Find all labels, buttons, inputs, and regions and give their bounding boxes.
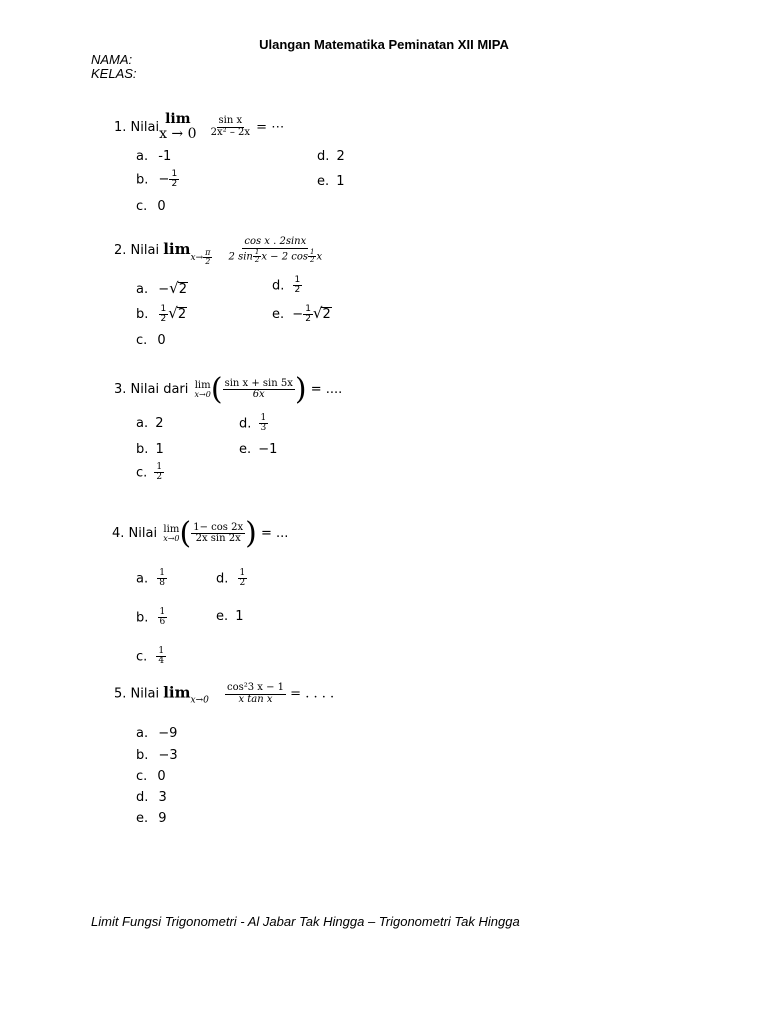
option-value: 0 [157,199,166,214]
sqrt-radicand: 2 [177,307,187,322]
fraction-numerator: 1− cos 2x [193,521,244,533]
lim-word: lim [194,379,211,391]
question-1 [114,112,284,143]
fraction-numerator: 1 [156,462,163,472]
option-c [136,463,164,483]
lim-subscript [190,247,213,267]
fraction-denominator: 2 [160,314,167,324]
lim-word: lim [163,683,191,702]
fraction-numerator: 1 [254,247,260,256]
option-b [136,748,178,763]
option-label: b. [136,748,149,763]
option-fraction [259,414,269,434]
fraction-denominator: 4 [158,656,165,667]
lim-subscript: x→0 [190,695,209,706]
option-value: −3 [158,748,178,763]
option-c [136,199,166,214]
option-value: 1 [155,442,164,457]
option-label: b. [136,172,149,188]
option-fraction [157,569,167,589]
sqrt-icon: √ [168,304,178,322]
fraction-denominator: 2 [171,179,178,190]
option-sign: − [292,307,304,322]
option-d [239,414,268,434]
fraction-denominator: 2 [156,472,163,483]
question-suffix: = ⋯ [256,119,285,135]
option-fraction [303,305,313,325]
question-number: 5. [114,686,127,702]
question-prefix: Nilai [128,526,158,541]
fraction-numerator: 1 [159,568,165,578]
fraction-numerator: sin x [218,115,243,127]
left-paren: ( [210,372,223,407]
option-c [136,647,166,667]
limit-fraction [191,523,245,545]
fraction-numerator: 1 [159,607,166,617]
question-prefix: Nilai [130,119,160,135]
kelas-label: KELAS: [91,66,137,81]
sqrt-radicand: 2 [322,307,331,322]
option-label: e. [136,811,149,826]
page-title: Ulangan Matematika Peminatan XII MIPA [259,37,509,52]
option-label: c. [136,333,148,348]
option-e [272,304,332,324]
lim-word: lim [163,523,180,535]
option-label: d. [317,149,330,164]
option-value: 0 [157,769,166,784]
den-part: x [316,250,323,262]
fraction-numerator: 1 [260,413,267,423]
question-suffix: = ... [260,526,289,541]
option-d [272,276,302,296]
option-label: e. [216,609,229,624]
option-label: e. [272,307,285,322]
den-part: x − 2 cos [261,250,308,262]
option-label: c. [136,465,148,481]
question-3 [114,372,342,407]
option-label: a. [136,416,149,431]
limit-fraction [225,683,286,705]
limit-fraction [209,116,252,138]
question-prefix: Nilai [130,243,160,259]
option-fraction [159,305,169,325]
lim-subscript-fraction [203,249,212,267]
right-paren: ) [294,372,307,407]
question-number: 1. [114,119,127,135]
option-e [136,811,167,826]
option-label: d. [272,278,285,294]
option-label: b. [136,610,149,626]
fraction-numerator: cos x . 2sinx [244,236,307,247]
fraction-denominator: x tan x [238,693,273,705]
fraction-numerator: 1 [160,303,167,314]
fraction-denominator: 2 [309,255,315,264]
question-prefix: Nilai [130,686,160,702]
fraction-denominator: 2 [239,578,246,589]
option-label: d. [216,571,229,587]
option-a [136,569,167,589]
option-label: a. [136,726,149,741]
option-e [239,442,277,457]
sqrt-icon: √ [312,304,323,322]
lim-subscript-var: x→ [190,253,204,264]
option-value: 3 [158,790,167,805]
question-5 [114,683,334,706]
option-value: -1 [158,149,172,164]
fraction-numerator: 1 [305,303,311,314]
option-value: 1 [336,174,345,189]
option-fraction [158,608,168,628]
option-e [317,174,345,189]
option-label: d. [239,416,252,432]
fraction-denominator [227,249,325,265]
option-label: e. [317,174,330,189]
lim-subscript: x→0 [163,533,180,543]
left-paren: ( [179,516,192,551]
fraction-denominator: 2 [254,255,260,264]
option-fraction [169,170,179,190]
option-label: a. [136,282,149,297]
limit-operator [159,112,196,143]
option-label: c. [136,199,148,214]
option-value: −1 [258,442,278,457]
option-b [136,442,164,457]
option-c [136,333,166,348]
question-number: 2. [114,243,127,259]
option-b [136,170,179,190]
option-fraction [156,647,166,667]
option-label: b. [136,442,149,457]
limit-operator [163,524,179,544]
fraction-numerator: 1 [294,275,301,285]
option-a [136,279,188,297]
option-label: a. [136,571,149,587]
option-label: a. [136,149,149,164]
option-b [136,304,187,324]
option-fraction [238,569,248,589]
option-label: e. [239,442,252,457]
fraction-denominator: 2x² – 2x [210,126,251,138]
option-value: 9 [158,811,167,826]
fraction-denominator: 3 [260,423,267,434]
option-value: 1 [235,609,244,624]
sqrt-radicand: 2 [178,282,187,297]
option-b [136,608,167,628]
question-suffix: = . . . . [290,686,335,702]
question-2 [114,237,324,266]
fraction-numerator: cos²3 x − 1 [226,682,285,693]
option-fraction [154,463,164,483]
fraction-denominator: 6 [159,617,166,628]
question-number: 4. [112,526,125,541]
option-sign: − [158,282,170,297]
limit-fraction [223,379,295,401]
question-suffix: = .... [310,382,343,397]
lim-subscript: x→0 [194,389,211,399]
nama-label: NAMA: [91,52,133,67]
lim-word: lim [163,240,191,259]
question-4 [112,516,288,551]
option-value: 0 [157,333,166,348]
fraction-numerator: 1 [158,646,165,656]
question-number: 3. [114,382,127,397]
fraction-denominator: 2 [305,314,311,324]
question-prefix: Nilai dari [130,382,189,397]
fraction-numerator: 1 [239,568,246,578]
limit-fraction [227,237,325,264]
fraction-denominator: 8 [159,578,165,589]
lim-word: lim [165,111,191,127]
option-d [136,790,167,805]
limit-operator [195,380,211,400]
lim-subscript: x → 0 [159,126,197,143]
page-footer: Limit Fungsi Trigonometri - Al Jabar Tak Hingga – Trigonometri Tak Hingga [91,914,520,929]
option-e [216,609,244,624]
fraction-numerator: 1 [171,169,178,179]
option-c [136,769,166,784]
option-value: 2 [336,149,345,164]
fraction-denominator: 2 [205,257,211,267]
fraction-numerator: 1 [309,247,315,256]
fraction-denominator: 2 [294,285,301,296]
option-d [317,149,345,164]
option-label: c. [136,769,148,784]
option-d [216,569,247,589]
option-sign: − [158,172,170,188]
option-a [136,416,164,431]
option-value: −9 [158,726,178,741]
option-label: c. [136,649,148,665]
option-a [136,726,177,741]
fraction-denominator: 6x [252,389,265,400]
option-label: d. [136,790,149,805]
sqrt-icon: √ [169,279,179,297]
option-label: b. [136,307,149,322]
fraction-numerator: π [205,247,211,257]
fraction-numerator: sin x + sin 5x [224,377,293,389]
option-value: 2 [155,416,164,431]
option-fraction [293,276,303,296]
den-part: 2 sin [228,250,253,262]
fraction-denominator: 2x sin 2x [195,533,241,544]
option-a [136,149,171,164]
right-paren: ) [245,516,257,551]
